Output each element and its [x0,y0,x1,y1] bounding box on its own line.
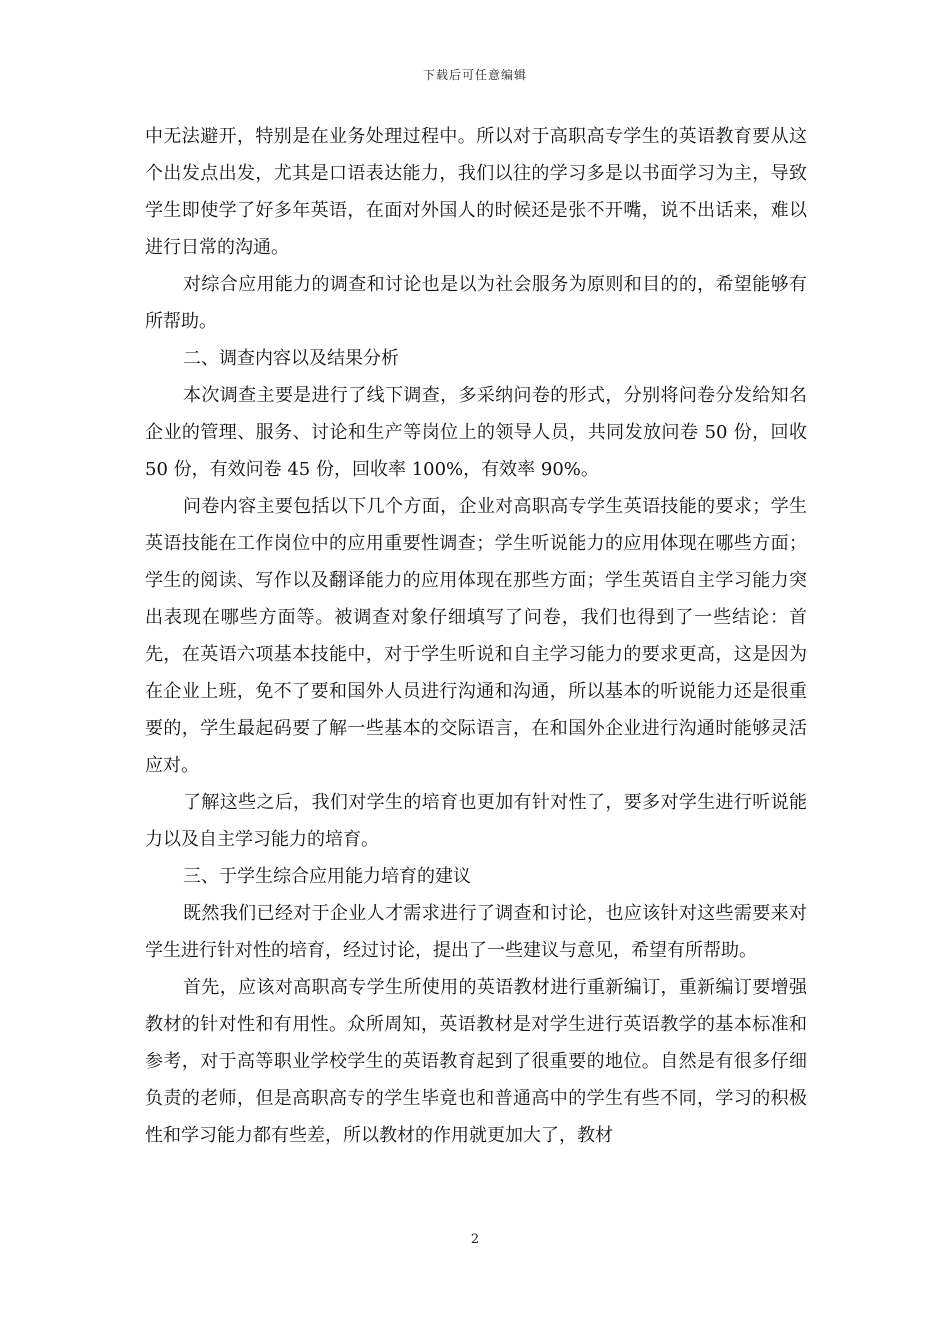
paragraph: 本次调查主要是进行了线下调查，多采纳问卷的形式，分别将问卷分发给知名企业的管理、服务、讨论和生产等岗位上的领导人员，共同发放问卷 50 份，回收 50 份，有效问卷 45 份，回收率 100%，有效率 90%。 [145,385,807,480]
paragraph: 了解这些之后，我们对学生的培育也更加有针对性了，要多对学生进行听说能力以及自主学习能力的培育。 [145,792,807,850]
document-body [145,118,807,1154]
paragraph: 既然我们已经对于企业人才需求进行了调查和讨论，也应该针对这些需要来对学生进行针对性的培育，经过讨论，提出了一些建议与意见，希望有所帮助。 [145,903,807,961]
section-heading-2: 二、调查内容以及结果分析 [183,348,399,369]
paragraph: 问卷内容主要包括以下几个方面，企业对高职高专学生英语技能的要求；学生英语技能在工作岗位中的应用重要性调查；学生听说能力的应用体现在哪些方面；学生的阅读、写作以及翻译能力的应用体现在那些方面；学生英语自主学习能力突出表现在哪些方面等。被调查对象仔细填写了问卷，我们也得到了一些结论：首先，在英语六项基本技能中，对于学生听说和自主学习能力的要求更高，这是因为在企业上班，免不了要和国外人员进行沟通和沟通，所以基本的听说能力还是很重要的，学生最起码要了解一些基本的交际语言，在和国外企业进行沟通时能够灵活应对。 [145,496,807,776]
section-heading-3: 三、于学生综合应用能力培育的建议 [183,866,471,887]
page-number: 2 [470,1232,480,1247]
paragraph-continuation: 中无法避开，特别是在业务处理过程中。所以对于高职高专学生的英语教育要从这个出发点出发，尤其是口语表达能力，我们以往的学习多是以书面学习为主，导致学生即使学了好多年英语，在面对外国人的时候还是张不开嘴，说不出话来，难以进行日常的沟通。 [145,126,807,258]
paragraph: 对综合应用能力的调查和讨论也是以为社会服务为原则和目的的，希望能够有所帮助。 [145,274,807,332]
header-note: 下载后可任意编辑 [422,68,527,82]
paragraph: 首先，应该对高职高专学生所使用的英语教材进行重新编订，重新编订要增强教材的针对性和有用性。众所周知，英语教材是对学生进行英语教学的基本标准和参考，对于高等职业学校学生的英语教育起到了很重要的地位。自然是有很多仔细负责的老师，但是高职高专的学生毕竟也和普通高中的学生有些不同，学习的积极性和学习能力都有些差，所以教材的作用就更加大了，教材 [145,977,807,1146]
